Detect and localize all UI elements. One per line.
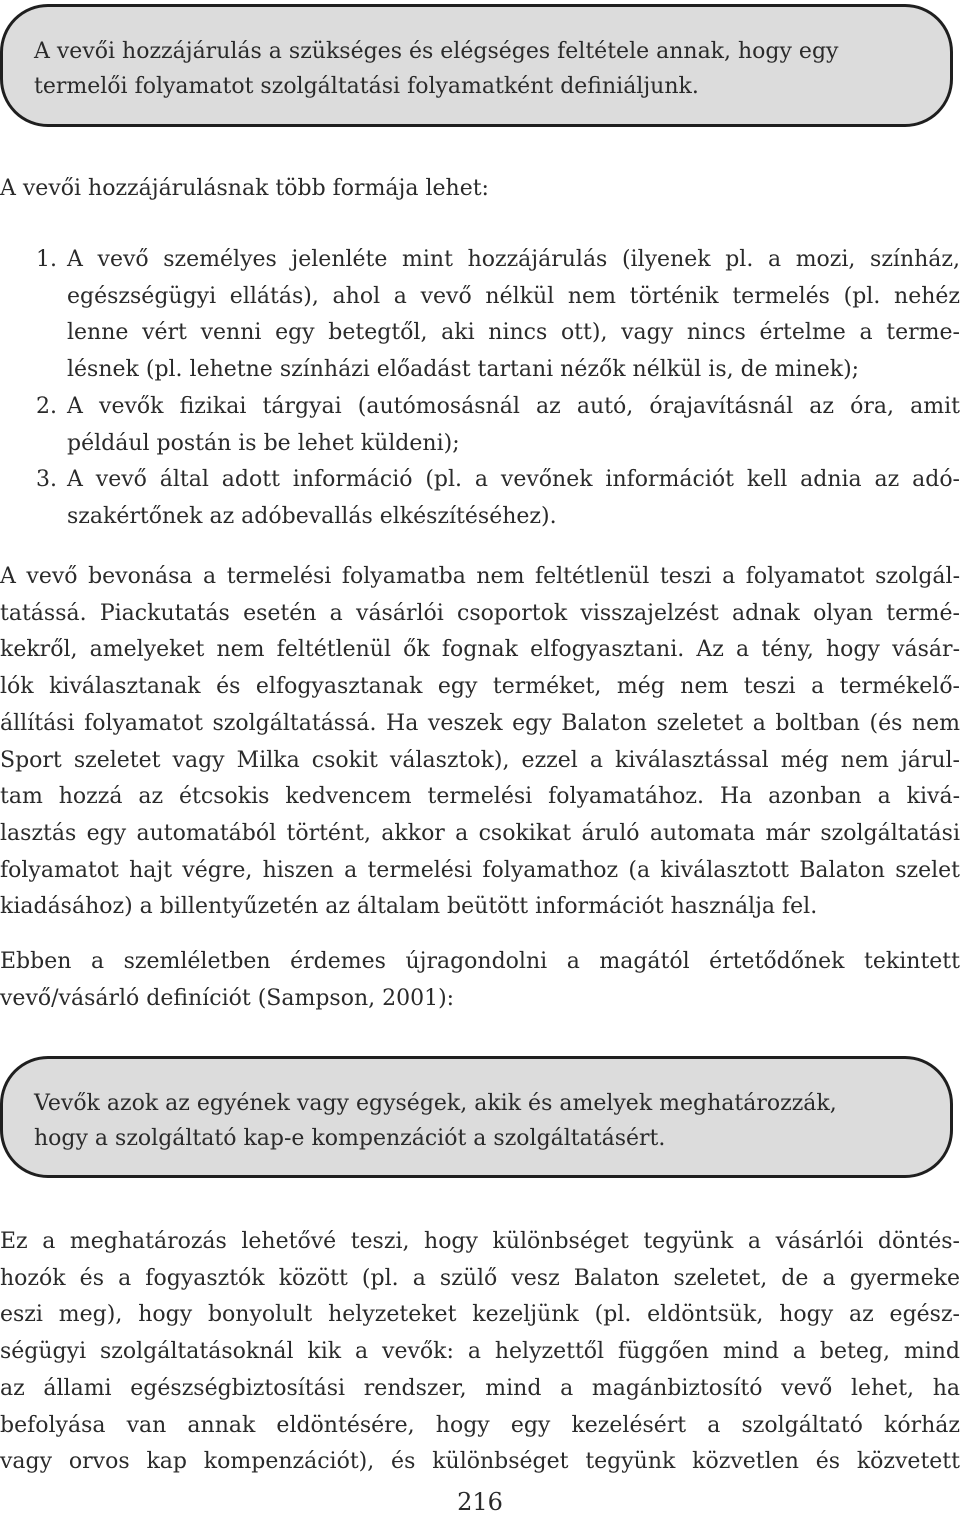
list-item: [0, 242, 960, 389]
paragraph-line: lasztás egy automatából történt, akkor a csokikat áruló automata már szolgáltatási: [0, 820, 960, 846]
paragraph-line: hozók és a fogyasztók között (pl. a szülő vesz Balaton szeletet, de a gyermeke: [0, 1265, 960, 1291]
paragraph-line: vevő/vásárló definíciót (Sampson, 2001):: [0, 985, 455, 1011]
list-item-line: A vevő által adott információ (pl. a vevőnek információt kell adnia az adó-: [67, 467, 960, 493]
paragraph-line: eszi meg), hogy bonyolult helyzeteket kezeljünk (pl. eldöntsük, hogy az egész-: [0, 1302, 960, 1328]
callout-text-line: hogy a szolgáltató kap-e kompenzációt a szolgáltatásért.: [34, 1126, 666, 1151]
callout-text-line: A vevői hozzájárulás a szükséges és elégséges feltétele annak, hogy egy: [34, 39, 839, 64]
page-number: 216: [457, 1488, 503, 1516]
paragraph-line: tatássá. Piackutatás esetén a vásárlói csoportok visszajelzést adnak olyan termé-: [0, 600, 960, 626]
paragraph-line: ségügyi szolgáltatásoknál kik a vevők: a helyzettől függően mind a beteg, mind: [0, 1339, 960, 1365]
list-item-number: 1.: [36, 247, 57, 272]
list-item-line: A vevő személyes jelenléte mint hozzájárulás (ilyenek pl. a mozi, színház,: [67, 247, 960, 272]
list-item-line: szakértőnek az adóbevallás elkészítéséhez).: [67, 503, 557, 529]
callout-box-principle: [0, 4, 953, 127]
body-paragraph: [0, 944, 960, 1017]
contribution-forms-list: [0, 242, 960, 536]
paragraph-line: Sport szeletet vagy Milka csokit választok), ezzel a kiválasztással még nem járul-: [0, 747, 960, 773]
list-item-line: A vevők fizikai tárgyai (autómosásnál az autó, órajavításnál az óra, amit: [67, 393, 960, 419]
list-item: [0, 389, 960, 462]
list-item-number: 2.: [36, 393, 57, 419]
intro-sentence: A vevői hozzájárulásnak több formája lehet:: [0, 176, 489, 201]
list-item-line: lenne vért venni egy betegtől, aki nincs ott), vagy nincs értelme a terme-: [67, 320, 960, 346]
list-item-line: egészségügyi ellátás), ahol a vevő nélkül nem történik termelés (pl. nehéz: [67, 283, 960, 309]
list-item-line: lésnek (pl. lehetne színházi előadást tartani nézők nélkül is, de minek);: [67, 357, 860, 383]
paragraph-line: lók kiválasztanak és elfogyasztanak egy terméket, még nem teszi a termékelő-: [0, 674, 960, 700]
paragraph-line: befolyása van annak eldöntésére, hogy egy kezelésért a szolgáltató kórház: [0, 1412, 960, 1438]
paragraph-line: A vevő bevonása a termelési folyamatba nem feltétlenül teszi a folyamatot szolgál-: [0, 564, 960, 589]
paragraph-line: az állami egészségbiztosítási rendszer, mind a magánbiztosító vevő lehet, ha: [0, 1375, 960, 1401]
body-paragraph: [0, 559, 960, 926]
paragraph-line: folyamatot hajt végre, hiszen a termelési folyamathoz (a kiválasztott Balaton szelet: [0, 857, 960, 883]
list-item-number: 3.: [36, 467, 57, 493]
body-paragraph: [0, 1224, 960, 1481]
list-item: [0, 462, 960, 535]
paragraph-line: tam hozzá az étcsokis kedvencem termelési folyamatához. Ha azonban a kivá-: [0, 784, 960, 810]
callout-text-line: Vevők azok az egyének vagy egységek, akik és amelyek meghatározzák,: [34, 1091, 837, 1116]
paragraph-line: Ez a meghatározás lehetővé teszi, hogy különbséget tegyünk a vásárlói döntés-: [0, 1229, 960, 1254]
list-item-line: például postán is be lehet küldeni);: [67, 430, 460, 456]
paragraph-line: kiadásához) a billentyűzetén az általam beütött információt használja fel.: [0, 894, 818, 920]
paragraph-line: kekről, amelyeket nem feltétlenül ők fognak elfogyasztani. Az a tény, hogy vásár-: [0, 637, 960, 663]
paragraph-line: Ebben a szemléletben érdemes újragondolni a magától értetődőnek tekintett: [0, 949, 960, 974]
callout-box-definition: [0, 1056, 953, 1178]
paragraph-line: vagy orvos kap kompenzációt), és különbséget tegyünk közvetlen és közvetett: [0, 1449, 960, 1475]
paragraph-line: állítási folyamatot szolgáltatássá. Ha veszek egy Balaton szeletet a boltban (és nem: [0, 710, 960, 736]
callout-text-line: termelői folyamatot szolgáltatási folyamatként definiáljunk.: [34, 74, 699, 99]
